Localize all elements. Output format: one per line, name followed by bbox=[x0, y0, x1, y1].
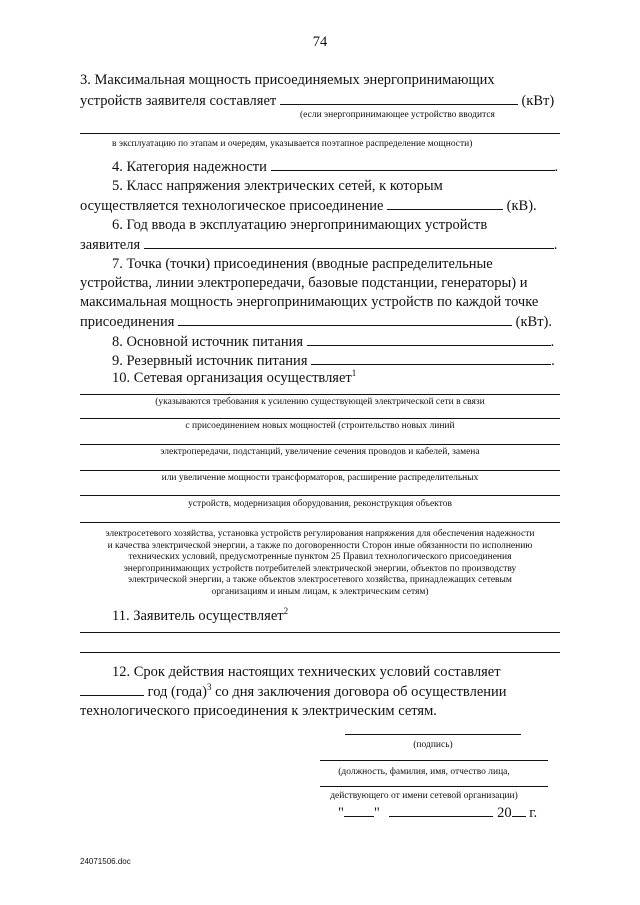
item7-line1: 7. Точка (точки) присоединения (вводные распределительные bbox=[112, 256, 493, 272]
item3-line1-text: 3. Максимальная мощность присоединяемых энергопринимающих bbox=[80, 72, 495, 88]
item12-line1: 12. Срок действия настоящих технических условий составляет bbox=[112, 664, 501, 680]
item7-line2: устройства, линии электропередачи, базовые подстанции, генераторы) и bbox=[80, 275, 528, 291]
item7-line4-prefix: присоединения bbox=[80, 314, 175, 330]
item10-field-2[interactable] bbox=[80, 418, 560, 419]
item5-voltage-field[interactable] bbox=[387, 197, 503, 210]
item3-line1 bbox=[80, 72, 560, 89]
item3-note2: в эксплуатацию по этапам и очередям, указывается поэтапное распределение мощности) bbox=[112, 139, 473, 149]
item9-reserve-field[interactable] bbox=[311, 352, 551, 365]
item12-footnote-mark: 3 bbox=[206, 682, 212, 693]
item12-line2-middle: год (года) bbox=[147, 684, 207, 700]
item10-field-5[interactable] bbox=[80, 495, 560, 496]
date-day-field[interactable] bbox=[344, 804, 374, 817]
position-field[interactable] bbox=[320, 760, 548, 761]
item3-line2-prefix: устройств заявителя составляет bbox=[80, 93, 277, 109]
item10-field-4[interactable] bbox=[80, 470, 560, 471]
item7-line4 bbox=[80, 313, 552, 331]
date-month-field[interactable] bbox=[389, 804, 493, 817]
item10-footnote-mark: 1 bbox=[351, 368, 357, 379]
item7-line4-suffix: (кВт). bbox=[515, 314, 552, 330]
footer-filename: 24071506.doc bbox=[80, 857, 131, 866]
date-year-prefix: 20 bbox=[497, 805, 512, 821]
item10-hint-4: или увеличение мощности трансформаторов, расширение распределительных bbox=[161, 473, 479, 483]
item4-category-field[interactable] bbox=[271, 158, 555, 171]
item10-label: 10. Сетевая организация осуществляет bbox=[112, 370, 352, 386]
item12-line2-suffix: со дня заключения договора об осуществлении bbox=[215, 684, 507, 700]
item10-field-3[interactable] bbox=[80, 444, 560, 445]
item10-field-1[interactable] bbox=[80, 394, 560, 395]
item10-line bbox=[112, 370, 356, 387]
item4-line: 4. Категория надежности . bbox=[112, 159, 559, 175]
item11-field-1[interactable] bbox=[80, 632, 560, 633]
item8-source-field[interactable] bbox=[307, 333, 551, 346]
item6-year-field[interactable] bbox=[144, 236, 554, 249]
item11-footnote-mark: 2 bbox=[283, 606, 289, 617]
date-close-quote: " bbox=[373, 805, 380, 821]
date-open-quote: " bbox=[338, 805, 344, 821]
item9-line: 9. Резервный источник питания . bbox=[112, 353, 555, 369]
item5-line1: 5. Класс напряжения электрических сетей, к которым bbox=[112, 178, 443, 194]
item8-label: 8. Основной источник питания bbox=[112, 334, 304, 350]
item10-note-line-4: энергопринимающих устройств потребителей электрической энергии, объектов по производству bbox=[123, 563, 517, 574]
date-year-field[interactable] bbox=[512, 804, 526, 817]
item12-line2 bbox=[80, 683, 507, 701]
item3-power-field[interactable] bbox=[280, 92, 518, 105]
item4-label: 4. Категория надежности bbox=[112, 159, 267, 175]
item3-extra-line[interactable] bbox=[80, 133, 560, 134]
item5-line2-prefix: осуществляется технологическое присоединение bbox=[80, 198, 384, 214]
item8-line: 8. Основной источник питания . bbox=[112, 334, 555, 350]
signature-field[interactable] bbox=[345, 734, 521, 735]
item5-line2 bbox=[80, 197, 537, 215]
signature-caption: (подпись) bbox=[413, 740, 453, 750]
item10-field-6[interactable] bbox=[80, 522, 560, 523]
item10-note-line-6: организациям и иным лицам, к электрическим сетям) bbox=[211, 586, 429, 597]
item10-hint-3: электропередачи, подстанций, увеличение сечения проводов и кабелей, замена bbox=[160, 447, 480, 457]
item10-hint-5: устройств, модернизация оборудования, реконструкция объектов bbox=[188, 499, 452, 509]
item10-note-line-3: технических условий, предусмотренные пунктом 25 Правил технологического присоединения bbox=[128, 552, 512, 562]
date-line bbox=[338, 804, 537, 822]
item9-label: 9. Резервный источник питания bbox=[112, 353, 308, 369]
item11-line bbox=[112, 608, 288, 625]
item10-note-line-2: и качества электрической энергии, а также по договоренности Сторон иные обязанности по исполнению bbox=[107, 540, 533, 551]
item12-line3: технологического присоединения к электрическим сетям. bbox=[80, 703, 437, 719]
item6-line2-prefix: заявителя bbox=[80, 237, 141, 253]
item12-term-field[interactable] bbox=[80, 683, 144, 696]
item10-note-line-1: электросетевого хозяйства, установка устройств регулирования напряжения для обеспечения надежности bbox=[105, 529, 535, 539]
page-number: 74 bbox=[312, 34, 328, 50]
position-caption-1: (должность, фамилия, имя, отчество лица, bbox=[338, 767, 510, 777]
item11-label: 11. Заявитель осуществляет bbox=[112, 608, 284, 624]
date-suffix: г. bbox=[529, 805, 538, 821]
item6-line2: заявителя . bbox=[80, 237, 558, 253]
item7-line3: максимальная мощность энергопринимающих устройств по каждой точке bbox=[80, 294, 539, 310]
position-field-2[interactable] bbox=[320, 786, 548, 787]
item10-note-block bbox=[80, 529, 560, 598]
item7-connection-field[interactable] bbox=[178, 313, 512, 326]
position-caption-2: действующего от имени сетевой организации) bbox=[330, 791, 518, 801]
item10-hint-2: с присоединением новых мощностей (строительство новых линий bbox=[185, 421, 455, 431]
item10-note-line-5: электрической энергии, а также объектов электросетевого хозяйства, принадлежащих сетевым bbox=[128, 575, 512, 585]
item5-line2-suffix: (кВ). bbox=[506, 198, 537, 214]
item3-line2-suffix: (кВт) bbox=[521, 93, 555, 109]
item10-hint-1: (указываются требования к усилению существующей электрической сети в связи bbox=[155, 397, 485, 407]
item6-line1: 6. Год ввода в эксплуатацию энергопринимающих устройств bbox=[112, 217, 488, 233]
item3-line2 bbox=[80, 92, 554, 110]
item3-note1: (если энергопринимающее устройство вводится bbox=[300, 110, 495, 120]
item11-field-2[interactable] bbox=[80, 652, 560, 653]
